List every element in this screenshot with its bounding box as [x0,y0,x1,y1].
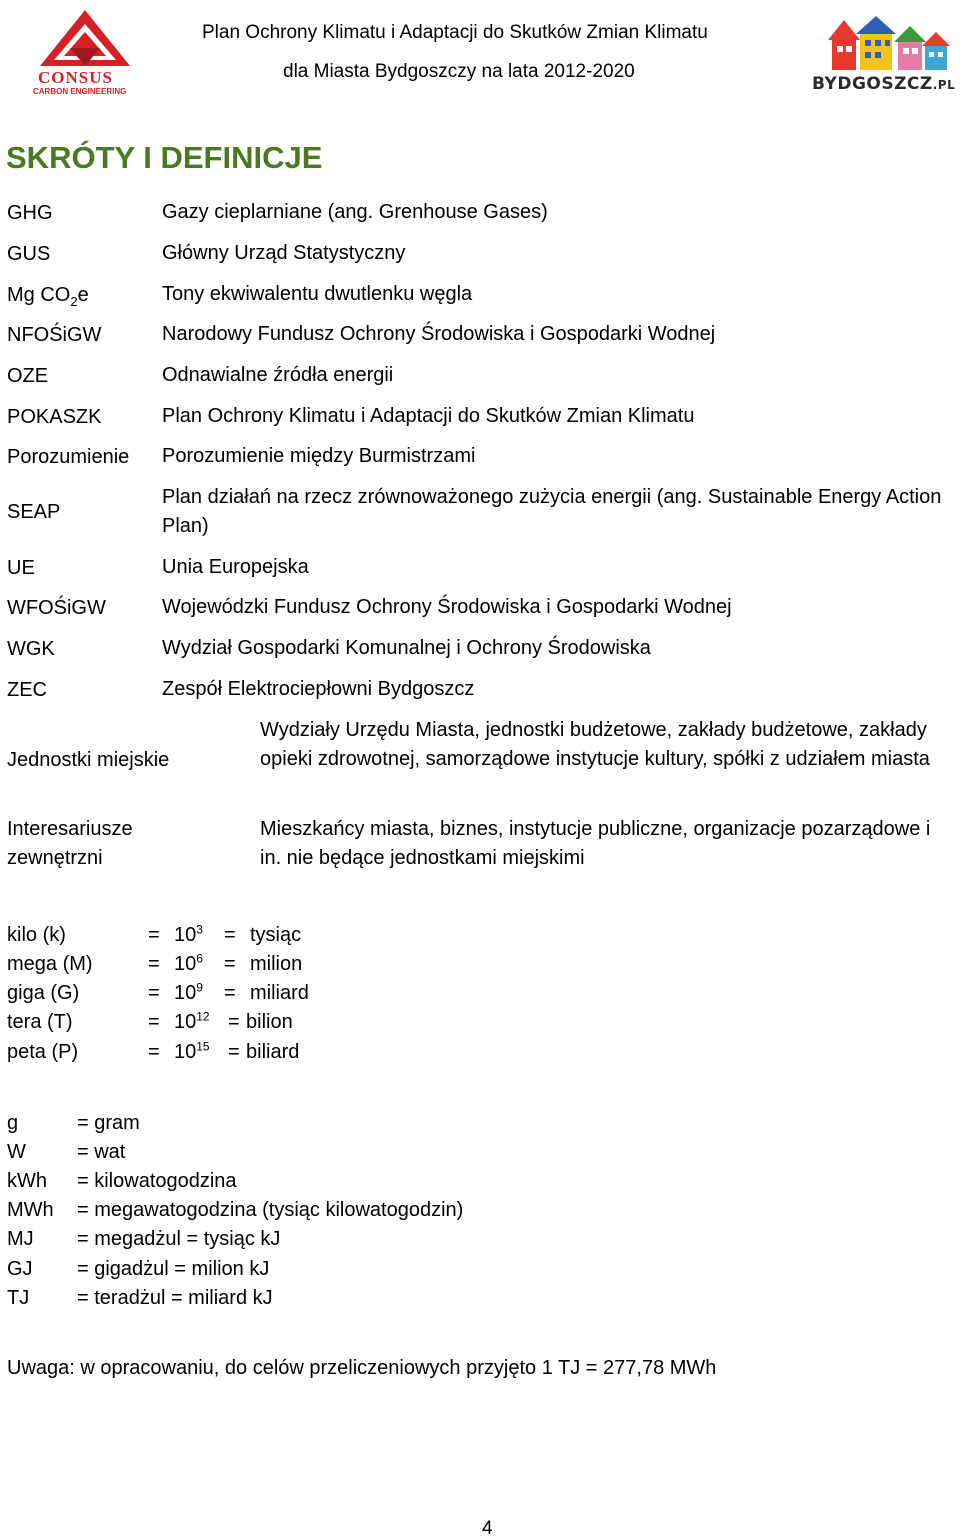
abbr-definition: Unia Europejska [162,556,309,578]
abbr-term: SEAP [7,501,61,523]
prefix-name: kilo (k) [7,924,66,946]
abbr-definition: Plan działań na rzecz zrównoważonego zużycia energii (ang. Sustainable Energy Action Plan) [162,486,942,537]
prefix-exponent: 6 [196,951,203,966]
page-title: SKRÓTY I DEFINICJE [6,140,323,175]
consus-triangle-icon [30,8,140,70]
bydgoszcz-logo-suffix: .PL [932,78,956,92]
unit-symbol: TJ [7,1287,30,1309]
unit-symbol: W [7,1141,26,1163]
prefix-equals-2: = [224,953,236,975]
prefix-power [174,924,203,947]
prefix-name: tera (T) [7,1011,73,1033]
abbr-definition: Porozumienie między Burmistrzami [162,445,476,467]
consus-logo-tagline: CARBON ENGINEERING [33,87,127,96]
prefix-base: 10 [174,982,197,1004]
abbr-term-prefix: Mg CO [7,284,71,306]
abbr-term: GHG [7,202,53,224]
unit-meaning: = gigadżul = milion kJ [77,1258,270,1280]
abbr-definition: Plan Ochrony Klimatu i Adaptacji do Skutków Zmian Klimatu [162,405,695,427]
unit-meaning: = megawatogodzina (tysiąc kilowatogodzin) [77,1199,464,1221]
unit-symbol: MJ [7,1228,34,1250]
prefix-word: tysiąc [250,924,302,946]
prefix-word: biliard [246,1041,300,1063]
prefix-base: 10 [174,924,197,946]
page-number: 4 [482,1518,493,1539]
unit-symbol: MWh [7,1199,54,1221]
houses-icon [810,12,958,74]
prefix-power [174,953,203,976]
prefix-word: milion [250,953,303,975]
prefix-base: 10 [174,953,197,975]
consus-logo [30,8,140,98]
prefix-word: bilion [246,1011,293,1033]
conversion-note: Uwaga: w opracowaniu, do celów przeliczeniowych przyjęto 1 TJ = 277,78 MWh [7,1357,717,1379]
prefix-equals: = [148,924,160,946]
abbr-term: WFOŚiGW [7,597,106,619]
abbr-term: Interesariusze zewnętrzni [7,818,133,869]
abbr-term: POKASZK [7,406,102,428]
prefix-exponent: 3 [196,922,203,937]
prefix-name: peta (P) [7,1041,79,1063]
prefix-equals-2: = [228,1041,240,1063]
abbr-definition: Narodowy Fundusz Ochrony Środowiska i Gospodarki Wodnej [162,323,716,345]
abbr-term: GUS [7,243,51,265]
prefix-equals-2: = [224,924,236,946]
abbr-term: OZE [7,365,49,387]
prefix-exponent: 15 [196,1039,210,1054]
bydgoszcz-logo [810,12,958,98]
prefix-name: giga (G) [7,982,80,1004]
abbr-term: Jednostki miejskie [7,749,170,771]
prefix-power [174,1041,210,1064]
abbr-definition: Zespół Elektrociepłowni Bydgoszcz [162,678,475,700]
bydgoszcz-logo-text [812,74,955,94]
unit-symbol: kWh [7,1170,47,1192]
prefix-equals: = [148,982,160,1004]
abbr-definition: Gazy cieplarniane (ang. Grenhouse Gases) [162,201,548,223]
unit-meaning: = kilowatogodzina [77,1170,237,1192]
abbr-definition: Wydziały Urzędu Miasta, jednostki budżetowe, zakłady budżetowe, zakłady opieki zdrowotnej, samorządowe instytucje kultury, spółki z udziałem miasta [260,719,930,770]
abbr-term: Porozumienie [7,446,130,468]
unit-symbol: GJ [7,1258,33,1280]
prefix-equals-2: = [228,1011,240,1033]
prefix-equals: = [148,1041,160,1063]
abbr-term: WGK [7,638,55,660]
abbr-term-suffix: e [77,284,89,306]
abbr-term: ZEC [7,679,47,701]
abbr-definition: Wydział Gospodarki Komunalnej i Ochrony Środowiska [162,637,651,659]
prefix-power [174,1011,210,1034]
prefix-base: 10 [174,1011,197,1033]
unit-meaning: = wat [77,1141,126,1163]
abbr-definition: Mieszkańcy miasta, biznes, instytucje publiczne, organizacje pozarządowe i in. nie będące jednostkami miejskimi [260,818,931,869]
header-title: Plan Ochrony Klimatu i Adaptacji do Skutków Zmian Klimatu [202,22,708,43]
unit-meaning: = megadżul = tysiąc kJ [77,1228,281,1250]
prefix-equals: = [148,953,160,975]
prefix-exponent: 12 [196,1009,210,1024]
prefix-power [174,982,203,1005]
abbr-definition: Główny Urząd Statystyczny [162,242,406,264]
prefix-equals: = [148,1011,160,1033]
unit-meaning: = teradżul = miliard kJ [77,1287,273,1309]
prefix-word: miliard [250,982,309,1004]
abbr-term-subscript: 2 [70,294,78,309]
abbr-term: UE [7,557,35,579]
abbr-term: NFOŚiGW [7,324,102,346]
prefix-name: mega (M) [7,953,93,975]
unit-meaning: = gram [77,1112,140,1134]
bydgoszcz-logo-name: BYDGOSZCZ [812,74,933,94]
unit-symbol: g [7,1112,19,1134]
header-subtitle: dla Miasta Bydgoszczy na lata 2012-2020 [283,61,635,82]
prefix-exponent: 9 [196,980,203,995]
abbr-term [7,284,89,307]
abbr-definition: Wojewódzki Fundusz Ochrony Środowiska i Gospodarki Wodnej [162,596,732,618]
abbr-definition: Odnawialne źródła energii [162,364,394,386]
prefix-base: 10 [174,1041,197,1063]
consus-logo-name: CONSUS [38,68,113,87]
abbr-definition: Tony ekwiwalentu dwutlenku węgla [162,283,473,305]
prefix-equals-2: = [224,982,236,1004]
